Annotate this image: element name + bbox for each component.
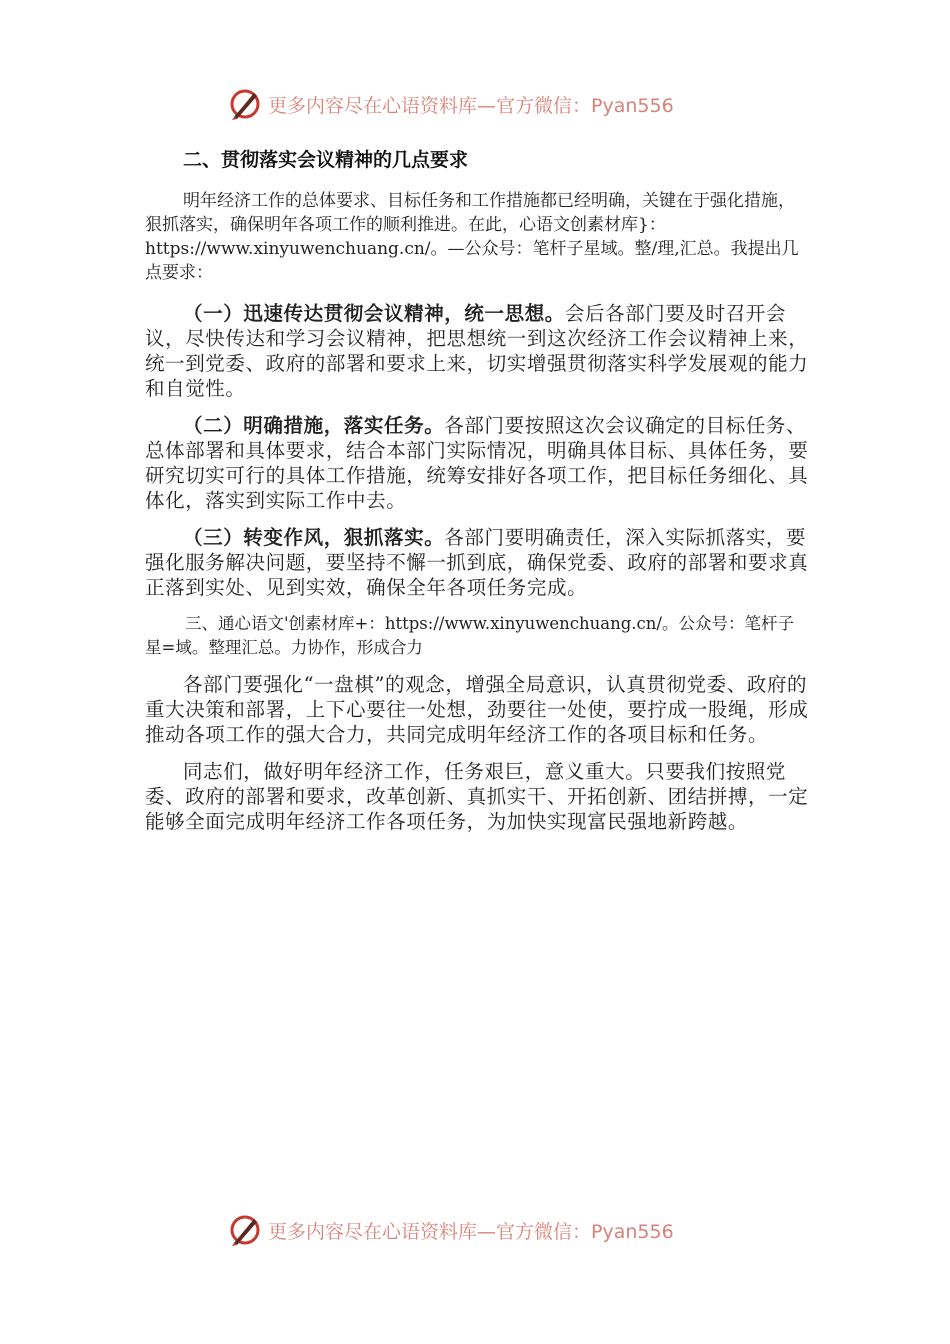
point-one-body: 会后各部门要及时召开会议，尽快传达和学习会议精神，把思想统一到这次经济工作会议精神上来，统一到党委、政府的部署和要求上来，切实增强贯彻落实科学发展观的能力和自觉性。 xyxy=(145,302,809,400)
point-two-lead: （二）明确措施，落实任务。 xyxy=(183,414,445,437)
point-three-body: 各部门要明确责任，深入实际抓落实，要强化服务解决问题，要坚持不懈一抓到底，确保党委、政府的部署和要求真正落到实处、见到实效，确保全年各项任务完成。 xyxy=(145,526,809,599)
point-three-lead: （三）转变作风，狠抓落实。 xyxy=(183,526,445,549)
closing-paragraph: 同志们，做好明年经济工作，任务艰巨，意义重大。只要我们按照党委、政府的部署和要求，改革创新、真抓实干、开拓创新、团结拼搏，一定能够全面完成明年经济工作各项任务，为加快实现富民强地新跨越。 xyxy=(145,760,809,833)
section-heading: 二、贯彻落实会议精神的几点要求 xyxy=(183,149,469,171)
point-one-lead: （一）迅速传达贯彻会议精神，统一思想。 xyxy=(183,302,565,325)
section-three-paragraph: 三、通心语文'创素材库+：https://www.xinyuwenchuang.cn/。公众号：笔杆子星=域。整理汇总。力协作，形成合力 xyxy=(145,614,794,657)
point-two-body: 各部门要按照这次会议确定的目标任务、总体部署和具体要求，结合本部门实际情况，明确具体目标、具体任务，要研究切实可行的具体工作措施，统筹安排好各项工作，把目标任务细化、具体化，落实到实际工作中去。 xyxy=(145,414,809,512)
footer-banner xyxy=(228,1210,748,1250)
header-banner xyxy=(228,84,748,124)
point-two-paragraph xyxy=(145,413,810,513)
unity-paragraph: 各部门要强化“一盘棋”的观念，增强全局意识，认真贯彻党委、政府的重大决策和部署，上下心要往一处想，劲要往一处使，要拧成一股绳，形成推动各项工作的强大合力，共同完成明年经济工作的各项目标和任务。 xyxy=(145,673,809,746)
point-one-paragraph xyxy=(145,301,810,401)
document-body xyxy=(145,140,810,834)
pen-and-circle-logo xyxy=(228,1213,262,1247)
pen-and-circle-logo xyxy=(228,87,262,121)
point-three-paragraph xyxy=(145,525,810,600)
banner-text: 更多内容尽在心语资料库—官方微信：Pyan556 xyxy=(268,94,674,117)
intro-paragraph: 明年经济工作的总体要求、目标任务和工作措施都已经明确，关键在于强化措施，狠抓落实，确保明年各项工作的顺利推进。在此，心语文创素材库}：https://www.xinyuwenchuang.cn/。—公众号：笔杆子星域。整/理,汇总。我提出几点要求： xyxy=(145,191,799,283)
banner-text: 更多内容尽在心语资料库—官方微信：Pyan556 xyxy=(268,1220,674,1243)
